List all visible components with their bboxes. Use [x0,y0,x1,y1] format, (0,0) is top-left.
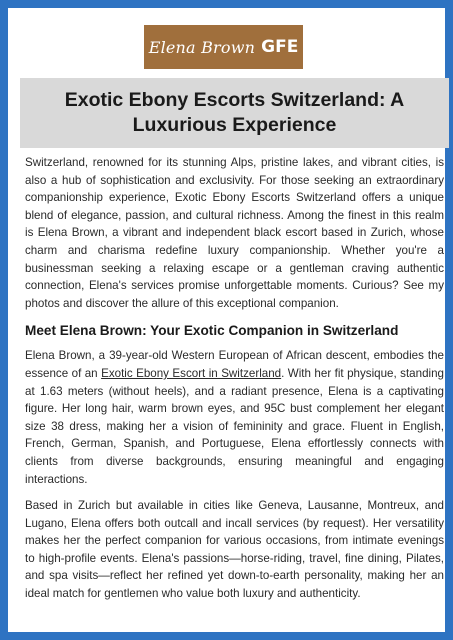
profile-text-start: Elena Brown, a 39-year-old Western European of African descent, embodies the essence of an [25,349,444,380]
logo-script-text: Elena Brown [148,37,256,57]
escort-switzerland-link[interactable]: Exotic Ebony Escort in Switzerland [101,366,282,380]
intro-paragraph: Switzerland, renowned for its stunning Alps, pristine lakes, and vibrant cities, is also a hub of sophistication and exclusivity. For those seeking an extraordinary companionship experience, Exotic Ebony Escorts Switzerland offers a unique blend of elegance, passion, and cultural richness. Among the finest in this realm is Elena Brown, a vibrant and independent black escort based in Zurich, whose charm and charisma redefine luxury companionship. Whether you're a businessman seeking a relaxing escape or a gentleman craving authentic connection, Elena's services promise unforgettable moments. Curious? See my photos and discover the allure of this exceptional companion. [25,156,444,310]
profile-text-end: . With her fit physique, standing at 1.63 meters (without heels), and a radiant presence, Elena is a captivating figure. Her long hair, warm brown eyes, and 95C bust complement her elegant size 38 dress, making her a vision of femininity and grace. Fluent in English, French, German, Spanish, and Portuguese, Elena effortlessly connects with clients from diverse backgrounds, ensuring meaningful and engaging interactions. [25,366,444,486]
title-banner [20,78,449,148]
section-heading: Meet Elena Brown: Your Exotic Companion in Switzerland [25,323,399,339]
profile-paragraph [25,347,444,488]
brand-logo[interactable] [144,25,303,69]
services-paragraph: Based in Zurich but available in cities like Geneva, Lausanne, Montreux, and Lugano, Elena offers both outcall and incall services (by request). Her versatility makes her the perfect companion for various occasions, from intimate evenings to high-profile events. Elena's passions—horse-riding, travel, fine dining, Pilates, and spa visits—reflect her refined yet down-to-earth personality, making her an ideal match for gentlemen who value both luxury and authenticity. [25,499,444,601]
page-title: Exotic Ebony Escorts Switzerland: A Luxurious Experience [64,89,405,136]
article-body [25,154,444,603]
logo-mark-text: GFE [261,37,299,57]
